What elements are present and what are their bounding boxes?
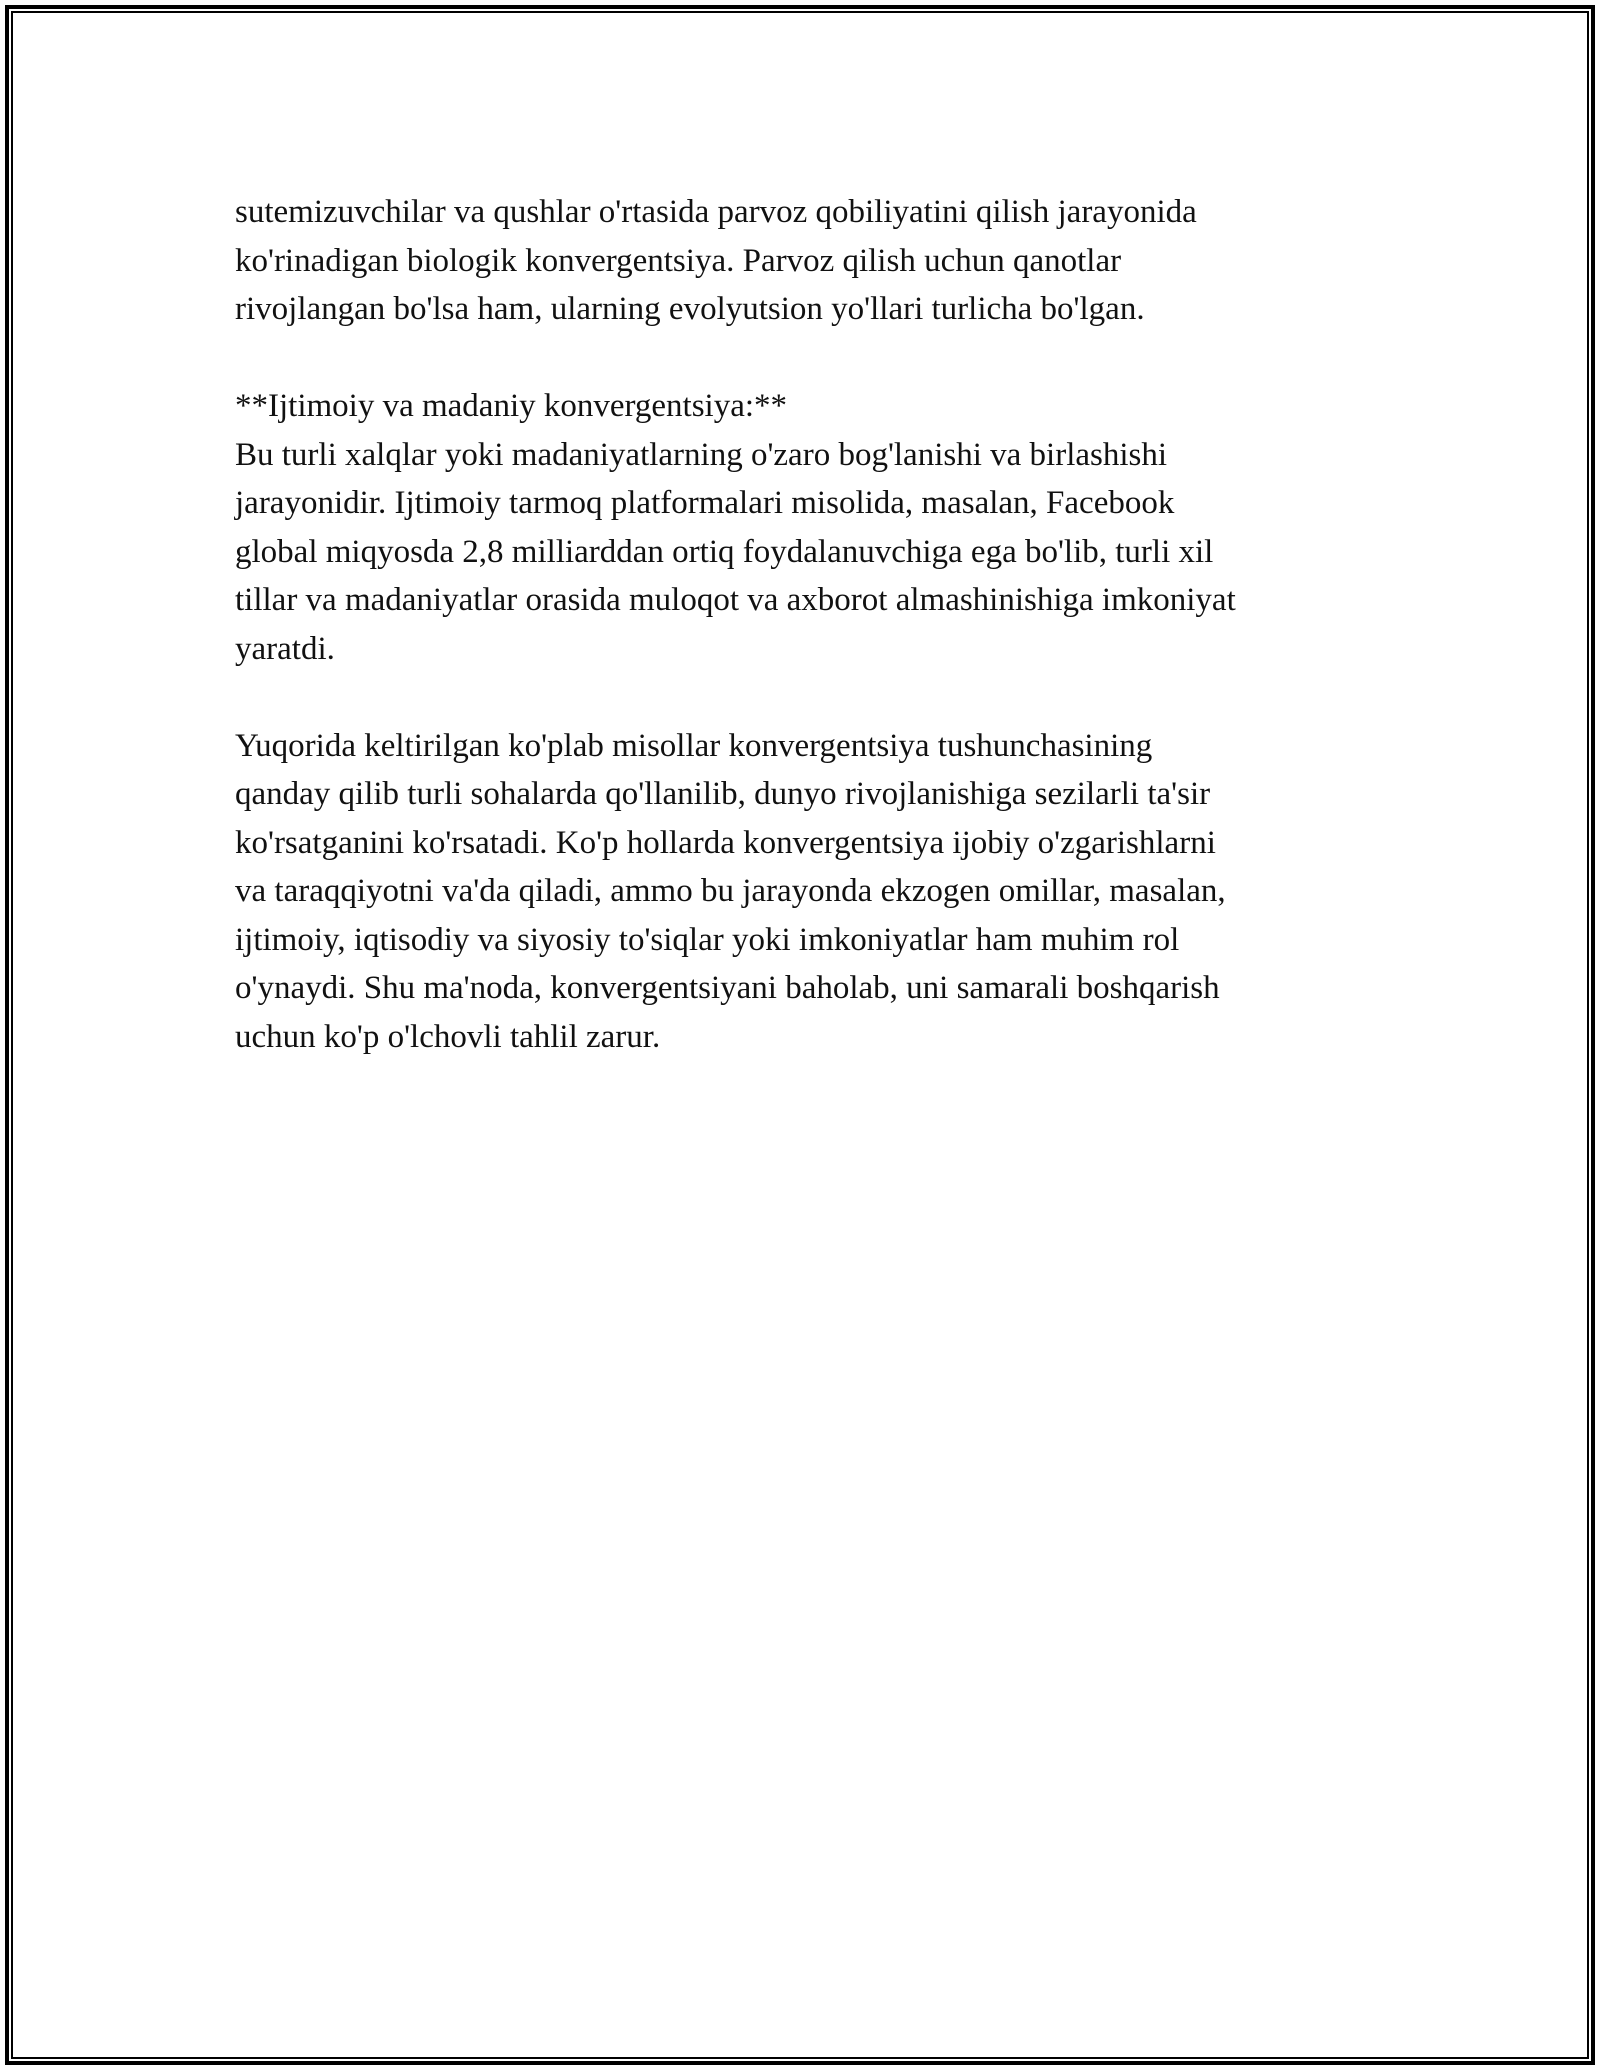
text-line: jarayonidir. Ijtimoiy tarmoq platformalari misolida, masalan, Facebook [235, 485, 1175, 521]
text-line: rivojlangan bo'lsa ham, ularning evolyutsion yo'llari turlicha bo'lgan. [235, 291, 1145, 327]
paragraph-biological-convergence [235, 188, 1375, 334]
text-line: va taraqqiyotni va'da qiladi, ammo bu jarayonda ekzogen omillar, masalan, [235, 873, 1226, 909]
text-line: uchun ko'p o'lchovli tahlil zarur. [235, 1018, 661, 1055]
text-line: ko'rinadigan biologik konvergentsiya. Parvoz qilish uchun qanotlar [235, 242, 1122, 279]
text-line: qanday qilib turli sohalarda qo'llanilib, dunyo rivojlanishiga sezilarli ta'sir [235, 776, 1211, 812]
text-line: yaratdi. [235, 630, 335, 667]
text-line: tillar va madaniyatlar orasida muloqot va axborot almashinishiga imkoniyat [235, 582, 1236, 618]
paragraph-social-cultural-convergence [235, 382, 1375, 673]
text-line: ijtimoiy, iqtisodiy va siyosiy to'siqlar yoki imkoniyatlar ham muhim rol [235, 921, 1180, 958]
text-line: o'ynaydi. Shu ma'noda, konvergentsiyani baholab, uni samarali boshqarish [235, 970, 1220, 1006]
text-line: ko'rsatganini ko'rsatadi. Ko'p hollarda konvergentsiya ijobiy o'zgarishlarni [235, 824, 1216, 861]
text-line: global miqyosda 2,8 milliarddan ortiq foydalanuvchiga ega bo'lib, turli xil [235, 533, 1214, 570]
section-heading: **Ijtimoiy va madaniy konvergentsiya:** [235, 388, 788, 424]
document-body [235, 188, 1375, 1061]
text-line: Yuqorida keltirilgan ko'plab misollar konvergentsiya tushunchasining [235, 727, 1153, 764]
text-line: Bu turli xalqlar yoki madaniyatlarning o'zaro bog'lanishi va birlashishi [235, 436, 1168, 473]
paragraph-conclusion [235, 722, 1375, 1062]
text-line: sutemizuvchilar va qushlar o'rtasida parvoz qobiliyatini qilish jarayonida [235, 194, 1197, 230]
